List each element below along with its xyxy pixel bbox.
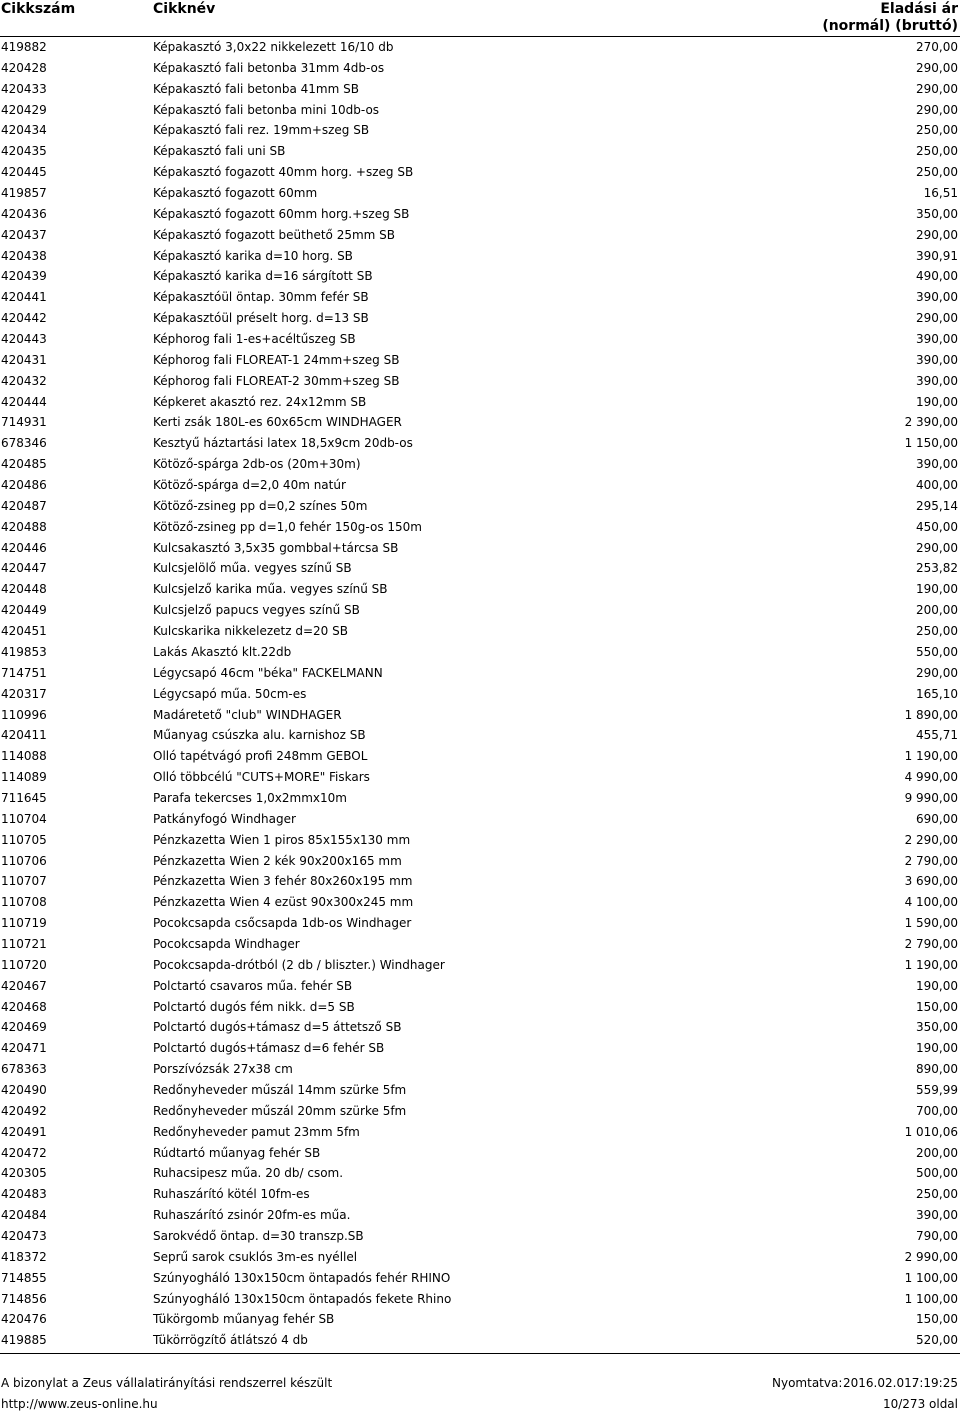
- print-label: Nyomtatva:: [772, 1376, 843, 1390]
- item-price: 1 890,00: [904, 707, 958, 722]
- item-price: 200,00: [916, 603, 958, 618]
- table-row: [0, 934, 960, 955]
- table-row: [0, 1017, 960, 1038]
- column-header-code: Cikkszám: [1, 1, 76, 17]
- table-row: [0, 1268, 960, 1289]
- item-name: Képakasztóül öntap. 30mm fefér SB: [153, 290, 369, 305]
- item-price: 3 690,00: [904, 874, 958, 889]
- table-row: [0, 162, 960, 183]
- item-name: Kulcskarika nikkelezetz d=20 SB: [153, 624, 348, 639]
- table-row: [0, 1143, 960, 1164]
- item-name: Porszívózsák 27x38 cm: [153, 1062, 293, 1077]
- item-code: 714855: [1, 1270, 47, 1285]
- item-price: 390,00: [916, 1208, 958, 1223]
- item-price: 500,00: [916, 1166, 958, 1181]
- item-price: 2 390,00: [904, 415, 958, 430]
- item-code: 420476: [1, 1312, 47, 1327]
- item-code: 420439: [1, 269, 47, 284]
- item-name: Kerti zsák 180L-es 60x65cm WINDHAGER: [153, 415, 402, 430]
- item-name: Képkeret akasztó rez. 24x12mm SB: [153, 394, 367, 409]
- footer-note: A bizonylat a Zeus vállalatirányítási rendszerrel készült: [1, 1376, 333, 1390]
- print-time: 7:19:25: [911, 1376, 958, 1390]
- item-name: Pénzkazetta Wien 4 ezüst 90x300x245 mm: [153, 895, 414, 910]
- item-name: Képakasztó fali rez. 19mm+szeg SB: [153, 123, 370, 138]
- column-header-name: Cikknév: [153, 1, 216, 17]
- table-row: [0, 1247, 960, 1268]
- item-code: 110708: [1, 895, 47, 910]
- item-name: Ruhacsipesz műa. 20 db/ csom.: [153, 1166, 344, 1181]
- item-price: 250,00: [916, 1187, 958, 1202]
- table-row: [0, 871, 960, 892]
- footer-divider: [0, 1353, 960, 1354]
- item-price: 270,00: [916, 40, 958, 54]
- item-price: 190,00: [916, 1041, 958, 1056]
- item-name: Redőnyheveder pamut 23mm 5fm: [153, 1124, 360, 1139]
- table-row: [0, 433, 960, 454]
- item-price: 690,00: [916, 811, 958, 826]
- item-price: 559,99: [916, 1082, 958, 1097]
- item-price: 1 190,00: [904, 749, 958, 764]
- table-row: [0, 246, 960, 267]
- item-price: 1 590,00: [904, 916, 958, 931]
- item-price: 390,00: [916, 373, 958, 388]
- table-row: [0, 1289, 960, 1310]
- table-row: [0, 663, 960, 684]
- item-code: 418372: [1, 1249, 47, 1264]
- item-code: 420446: [1, 540, 47, 555]
- table-row: [0, 976, 960, 997]
- table-row: [0, 475, 960, 496]
- table-row: [0, 517, 960, 538]
- table-row: [0, 1122, 960, 1143]
- item-code: 420449: [1, 603, 47, 618]
- item-code: 110996: [1, 707, 47, 722]
- table-row: [0, 1226, 960, 1247]
- table-row: [0, 79, 960, 100]
- item-price: 1 100,00: [904, 1291, 958, 1306]
- item-price: 295,14: [916, 498, 958, 513]
- item-price: 390,00: [916, 352, 958, 367]
- item-price: 290,00: [916, 540, 958, 555]
- table-row: [0, 1205, 960, 1226]
- table-row: [0, 579, 960, 600]
- table-row: [0, 58, 960, 79]
- item-name: Kulcsjelölő műa. vegyes színű SB: [153, 561, 352, 576]
- item-name: Légycsapó 46cm "béka" FACKELMANN: [153, 665, 383, 680]
- table-row: [0, 350, 960, 371]
- item-price: 890,00: [916, 1062, 958, 1077]
- item-name: Képakasztó karika d=16 sárgított SB: [153, 269, 373, 284]
- item-code: 420444: [1, 394, 47, 409]
- table-row: [0, 329, 960, 350]
- item-name: Redőnyheveder műszál 14mm szürke 5fm: [153, 1082, 407, 1097]
- item-code: 420468: [1, 999, 47, 1014]
- table-row: [0, 120, 960, 141]
- item-code: 420434: [1, 123, 47, 138]
- table-row: [0, 809, 960, 830]
- table-row: [0, 1101, 960, 1122]
- item-name: Tükörgomb műanyag fehér SB: [153, 1312, 335, 1327]
- item-price: 400,00: [916, 478, 958, 493]
- footer-url[interactable]: http://www.zeus-online.hu: [1, 1397, 158, 1411]
- item-code: 420484: [1, 1208, 47, 1223]
- item-name: Képakasztó karika d=10 horg. SB: [153, 248, 353, 263]
- item-code: 114089: [1, 770, 47, 785]
- item-price: 290,00: [916, 311, 958, 326]
- item-code: 420492: [1, 1103, 47, 1118]
- item-code: 420431: [1, 352, 47, 367]
- item-code: 714856: [1, 1291, 47, 1306]
- item-code: 420442: [1, 311, 47, 326]
- item-price: 150,00: [916, 1312, 958, 1327]
- item-price: 2 990,00: [904, 1249, 958, 1264]
- item-code: 420486: [1, 478, 47, 493]
- item-price: 4 990,00: [904, 770, 958, 785]
- item-name: Seprű sarok csuklós 3m-es nyéllel: [153, 1249, 358, 1264]
- print-date: 2016.02.01.: [843, 1376, 916, 1390]
- item-name: Sarokvédő öntap. d=30 transzp.SB: [153, 1228, 364, 1243]
- table-row: [0, 454, 960, 475]
- item-name: Képakasztó 3,0x22 nikkelezett 16/10 db: [153, 40, 394, 54]
- item-name: Kötöző-spárga d=2,0 40m natúr: [153, 478, 346, 493]
- item-price: 390,00: [916, 290, 958, 305]
- item-price: 390,91: [916, 248, 958, 263]
- item-name: Kötöző-zsineg pp d=0,2 színes 50m: [153, 498, 368, 513]
- item-code: 420451: [1, 624, 47, 639]
- table-row: [0, 538, 960, 559]
- table-row: [0, 746, 960, 767]
- item-name: Képakasztó fali betonba 41mm SB: [153, 81, 359, 96]
- table-row: [0, 141, 960, 162]
- table-row: [0, 913, 960, 934]
- item-price: 200,00: [916, 1145, 958, 1160]
- item-name: Képakasztó fali betonba 31mm 4db-os: [153, 60, 385, 75]
- item-name: Polctartó dugós fém nikk. d=5 SB: [153, 999, 355, 1014]
- item-code: 420473: [1, 1228, 47, 1243]
- table-row: [0, 287, 960, 308]
- item-name: Képhorog fali 1-es+acéltűszeg SB: [153, 332, 356, 347]
- item-name: Rúdtartó műanyag fehér SB: [153, 1145, 321, 1160]
- item-code: 114088: [1, 749, 47, 764]
- item-code: 714931: [1, 415, 47, 430]
- item-code: 419857: [1, 186, 47, 201]
- item-code: 110720: [1, 957, 47, 972]
- table-row: [0, 1038, 960, 1059]
- item-name: Képakasztóül préselt horg. d=13 SB: [153, 311, 369, 326]
- item-name: Pocokcsapda-drótból (2 db / bliszter.) Windhager: [153, 957, 445, 972]
- item-code: 420317: [1, 686, 47, 701]
- page-number: 10/273 oldal: [882, 1397, 958, 1411]
- item-price: 390,00: [916, 332, 958, 347]
- table-row: [0, 266, 960, 287]
- item-name: Lakás Akasztó klt.22db: [153, 644, 292, 659]
- table-row: [0, 1163, 960, 1184]
- item-code: 420432: [1, 373, 47, 388]
- item-code: 420471: [1, 1041, 47, 1056]
- item-price: 250,00: [916, 144, 958, 159]
- table-row: [0, 225, 960, 246]
- item-code: 420433: [1, 81, 47, 96]
- item-name: Képhorog fali FLOREAT-1 24mm+szeg SB: [153, 352, 400, 367]
- item-name: Képakasztó fali uni SB: [153, 144, 286, 159]
- item-price: 700,00: [916, 1103, 958, 1118]
- item-name: Madáretető "club" WINDHAGER: [153, 707, 342, 722]
- table-row: [0, 830, 960, 851]
- table-row: [0, 642, 960, 663]
- item-name: Kesztyű háztartási latex 18,5x9cm 20db-os: [153, 436, 413, 451]
- item-price: 290,00: [916, 102, 958, 117]
- table-row: [0, 496, 960, 517]
- table-row: [0, 767, 960, 788]
- table-row: [0, 955, 960, 976]
- item-name: Képhorog fali FLOREAT-2 30mm+szeg SB: [153, 373, 400, 388]
- item-price: 190,00: [916, 582, 958, 597]
- item-name: Kötöző-spárga 2db-os (20m+30m): [153, 457, 361, 472]
- item-name: Képakasztó fogazott 60mm horg.+szeg SB: [153, 206, 410, 221]
- item-name: Pénzkazetta Wien 3 fehér 80x260x195 mm: [153, 874, 413, 889]
- item-price: 1 190,00: [904, 957, 958, 972]
- item-name: Képakasztó fogazott 60mm: [153, 186, 318, 201]
- table-row: [0, 412, 960, 433]
- item-code: 110707: [1, 874, 47, 889]
- item-price: 290,00: [916, 227, 958, 242]
- table-row: [0, 705, 960, 726]
- item-price: 2 790,00: [904, 853, 958, 868]
- item-code: 420428: [1, 60, 47, 75]
- item-price: 2 290,00: [904, 832, 958, 847]
- item-price: 350,00: [916, 206, 958, 221]
- item-price: 790,00: [916, 1228, 958, 1243]
- item-price: 9 990,00: [904, 790, 958, 805]
- item-name: Kulcsakasztó 3,5x35 gombbal+tárcsa SB: [153, 540, 399, 555]
- item-price: 290,00: [916, 81, 958, 96]
- table-row: [0, 100, 960, 121]
- item-code: 420429: [1, 102, 47, 117]
- item-code: 110704: [1, 811, 47, 826]
- product-table: [0, 37, 960, 1351]
- item-price: 16,51: [923, 186, 958, 201]
- item-name: Tükörrögzítő átlátszó 4 db: [153, 1333, 308, 1348]
- item-code: 420490: [1, 1082, 47, 1097]
- item-name: Polctartó dugós+támasz d=5 áttetsző SB: [153, 1020, 402, 1035]
- item-code: 420487: [1, 498, 47, 513]
- table-row: [0, 621, 960, 642]
- item-name: Redőnyheveder műszál 20mm szürke 5fm: [153, 1103, 407, 1118]
- item-price: 1 010,06: [904, 1124, 958, 1139]
- item-code: 110721: [1, 936, 47, 951]
- item-price: 455,71: [916, 728, 958, 743]
- item-price: 250,00: [916, 165, 958, 180]
- item-code: 420467: [1, 978, 47, 993]
- item-name: Kötöző-zsineg pp d=1,0 fehér 150g-os 150m: [153, 519, 422, 534]
- item-price: 2 790,00: [904, 936, 958, 951]
- item-code: 110705: [1, 832, 47, 847]
- item-price: 190,00: [916, 978, 958, 993]
- item-code: 420469: [1, 1020, 47, 1035]
- item-price: 520,00: [916, 1333, 958, 1348]
- table-row: [0, 1080, 960, 1101]
- item-name: Kulcsjelző karika műa. vegyes színű SB: [153, 582, 388, 597]
- item-price: 1 100,00: [904, 1270, 958, 1285]
- table-row: [0, 37, 960, 58]
- item-price: 250,00: [916, 123, 958, 138]
- item-name: Patkányfogó Windhager: [153, 811, 296, 826]
- item-code: 420485: [1, 457, 47, 472]
- item-name: Ruhaszárító kötél 10fm-es: [153, 1187, 310, 1202]
- item-code: 420491: [1, 1124, 47, 1139]
- table-row: [0, 851, 960, 872]
- table-row: [0, 1059, 960, 1080]
- item-name: Polctartó dugós+támasz d=6 fehér SB: [153, 1041, 385, 1056]
- column-header-price: Eladási ár: [880, 1, 958, 17]
- item-name: Szúnyogháló 130x150cm öntapadós fehér RHINO: [153, 1270, 451, 1285]
- item-price: 150,00: [916, 999, 958, 1014]
- item-code: 420443: [1, 332, 47, 347]
- item-code: 714751: [1, 665, 47, 680]
- item-name: Képakasztó fogazott beüthető 25mm SB: [153, 227, 396, 242]
- item-name: Olló tapétvágó profi 248mm GEBOL: [153, 749, 368, 764]
- item-price: 490,00: [916, 269, 958, 284]
- table-row: [0, 392, 960, 413]
- table-row: [0, 558, 960, 579]
- item-code: 110706: [1, 853, 47, 868]
- item-name: Olló többcélú "CUTS+MORE" Fiskars: [153, 770, 370, 785]
- item-name: Pénzkazetta Wien 2 kék 90x200x165 mm: [153, 853, 402, 868]
- item-code: 420483: [1, 1187, 47, 1202]
- item-price: 390,00: [916, 457, 958, 472]
- item-code: 678346: [1, 436, 47, 451]
- column-header-price-subtitle: (normál) (bruttó): [822, 18, 958, 34]
- item-name: Pocokcsapda csőcsapda 1db-os Windhager: [153, 916, 412, 931]
- item-price: 550,00: [916, 644, 958, 659]
- item-price: 4 100,00: [904, 895, 958, 910]
- table-row: [0, 183, 960, 204]
- item-price: 1 150,00: [904, 436, 958, 451]
- table-row: [0, 1184, 960, 1205]
- item-code: 711645: [1, 790, 47, 805]
- item-name: Kulcsjelző papucs vegyes színű SB: [153, 603, 360, 618]
- item-code: 420448: [1, 582, 47, 597]
- item-code: 420441: [1, 290, 47, 305]
- item-code: 420411: [1, 728, 47, 743]
- table-row: [0, 892, 960, 913]
- item-name: Légycsapó műa. 50cm-es: [153, 686, 307, 701]
- item-price: 165,10: [916, 686, 958, 701]
- item-name: Polctartó csavaros műa. fehér SB: [153, 978, 353, 993]
- item-name: Szúnyogháló 130x150cm öntapadós fekete Rhino: [153, 1291, 452, 1306]
- item-code: 419853: [1, 644, 47, 659]
- item-name: Ruhaszárító zsinór 20fm-es műa.: [153, 1208, 351, 1223]
- item-code: 420437: [1, 227, 47, 242]
- item-code: 420445: [1, 165, 47, 180]
- item-code: 420472: [1, 1145, 47, 1160]
- item-name: Képakasztó fali betonba mini 10db-os: [153, 102, 380, 117]
- table-row: [0, 1309, 960, 1330]
- item-name: Pocokcsapda Windhager: [153, 936, 300, 951]
- item-price: 350,00: [916, 1020, 958, 1035]
- item-code: 420438: [1, 248, 47, 263]
- item-name: Parafa tekercses 1,0x2mmx10m: [153, 790, 347, 805]
- item-name: Képakasztó fogazott 40mm horg. +szeg SB: [153, 165, 414, 180]
- table-row: [0, 308, 960, 329]
- table-row: [0, 600, 960, 621]
- item-name: Pénzkazetta Wien 1 piros 85x155x130 mm: [153, 832, 411, 847]
- item-price: 250,00: [916, 624, 958, 639]
- item-code: 419885: [1, 1333, 47, 1348]
- item-code: 678363: [1, 1062, 47, 1077]
- item-code: 420435: [1, 144, 47, 159]
- item-code: 110719: [1, 916, 47, 931]
- item-price: 253,82: [916, 561, 958, 576]
- table-row: [0, 684, 960, 705]
- table-row: [0, 788, 960, 809]
- item-code: 420447: [1, 561, 47, 576]
- table-row: [0, 997, 960, 1018]
- table-row: [0, 725, 960, 746]
- table-row: [0, 371, 960, 392]
- item-price: 190,00: [916, 394, 958, 409]
- item-price: 290,00: [916, 60, 958, 75]
- item-name: Műanyag csúszka alu. karnishoz SB: [153, 728, 366, 743]
- item-code: 420305: [1, 1166, 47, 1181]
- item-price: 450,00: [916, 519, 958, 534]
- item-code: 420436: [1, 206, 47, 221]
- item-price: 290,00: [916, 665, 958, 680]
- table-row: [0, 1330, 960, 1351]
- table-row: [0, 204, 960, 225]
- item-code: 419882: [1, 40, 47, 54]
- item-code: 420488: [1, 519, 47, 534]
